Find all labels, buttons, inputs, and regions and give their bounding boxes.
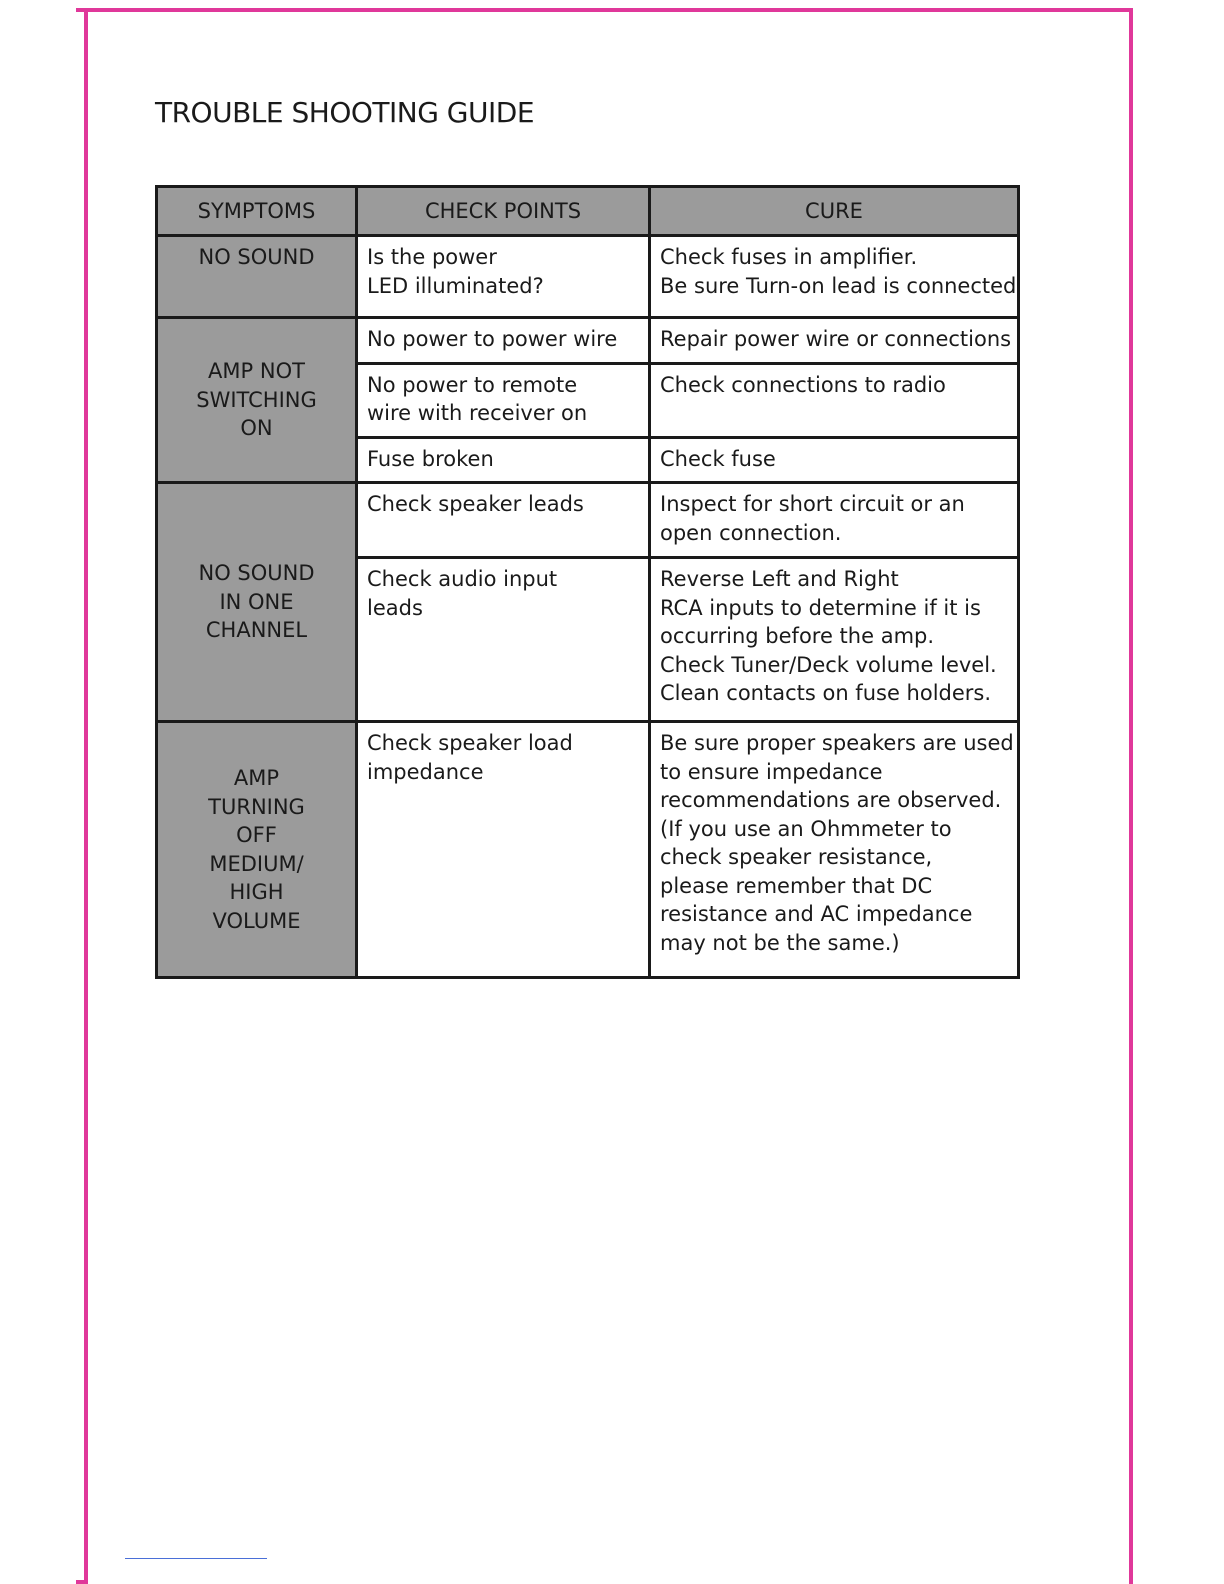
cure-line: Repair power wire or connections [660,327,1012,351]
footnote-rule [125,1558,267,1559]
cure-line: Reverse Left and Right [660,567,899,591]
cure-line: may not be the same.) [660,930,900,955]
check-point-cell [357,236,650,318]
check-point-line: No power to remote [367,372,578,397]
cure-cell [650,236,1019,318]
symptom-cell [157,722,357,978]
page-border-tick-bottom [76,1580,88,1584]
check-point-cell [357,483,650,558]
check-point-line: Is the power [367,245,497,269]
cure-cell [650,363,1019,437]
table-row [157,318,1019,364]
cure-line: Check connections to radio [660,372,946,397]
symptom-line: NO SOUND [198,561,315,586]
cure-line: Check Tuner/Deck volume level. [660,652,997,677]
symptom-line: AMP [233,766,280,790]
page-border-tick [76,8,88,12]
symptom-line: NO SOUND [198,245,315,269]
cure-line: please remember that DC [660,873,933,898]
cure-cell [650,558,1019,722]
cure-line: RCA inputs to determine if it is [660,595,981,620]
table-row [157,483,1019,558]
cure-line: Inspect for short circuit or an [660,492,965,516]
check-point-cell [357,558,650,722]
cure-cell [650,722,1019,978]
header-symptoms: SYMPTOMS [157,187,357,236]
symptom-line: CHANNEL [205,618,308,643]
table-row [157,722,1019,978]
cure-line: check speaker resistance, [660,845,933,869]
cure-line: recommendations are observed. [660,788,1002,812]
check-point-cell [357,437,650,483]
header-check-points: CHECK POINTS [357,187,650,236]
cure-line: to ensure impedance [660,759,883,784]
symptom-cell [157,318,357,483]
cure-cell [650,318,1019,364]
check-point-line: leads [367,595,423,620]
symptom-line: MEDIUM/ [209,851,304,876]
cure-cell [650,437,1019,483]
symptom-line: HIGH [229,880,284,904]
cure-line: Be sure Turn-on lead is connected [660,273,1017,298]
symptom-line: IN ONE [219,589,294,614]
symptom-line: VOLUME [212,908,301,933]
cure-line: occurring before the amp. [660,624,935,648]
check-point-line: wire with receiver on [367,401,588,425]
cure-line: resistance and AC impedance [660,902,973,926]
check-point-line: Check speaker leads [367,492,584,516]
symptom-line: SWITCHING [196,387,317,412]
check-point-cell [357,318,650,364]
check-point-cell [357,363,650,437]
table-header-row [157,187,1019,236]
symptom-line: ON [240,416,273,441]
cure-line: (If you use an Ohmmeter to [660,816,952,841]
check-point-line: LED illuminated? [367,273,544,298]
check-point-cell [357,722,650,978]
cure-line: Be sure proper speakers are used [660,731,1014,755]
symptom-cell [157,483,357,722]
cure-cell [650,483,1019,558]
symptom-line: AMP NOT [208,359,305,384]
cure-line: Clean contacts on fuse holders. [660,681,992,705]
table-row [157,236,1019,318]
page-title: TROUBLE SHOOTING GUIDE [155,96,535,129]
symptom-cell [157,236,357,318]
check-point-line: impedance [367,759,484,784]
cure-line: open connection. [660,520,842,545]
symptom-line: TURNING [208,794,305,819]
check-point-line: Fuse broken [367,446,494,471]
check-point-line: No power to power wire [367,327,618,351]
cure-line: Check fuses in amplifier. [660,245,918,269]
cure-line: Check fuse [660,446,776,471]
header-cure: CURE [650,187,1019,236]
check-point-line: Check speaker load [367,731,573,755]
troubleshooting-table [155,185,1020,979]
symptom-line: OFF [236,823,277,847]
check-point-line: Check audio input [367,567,558,591]
